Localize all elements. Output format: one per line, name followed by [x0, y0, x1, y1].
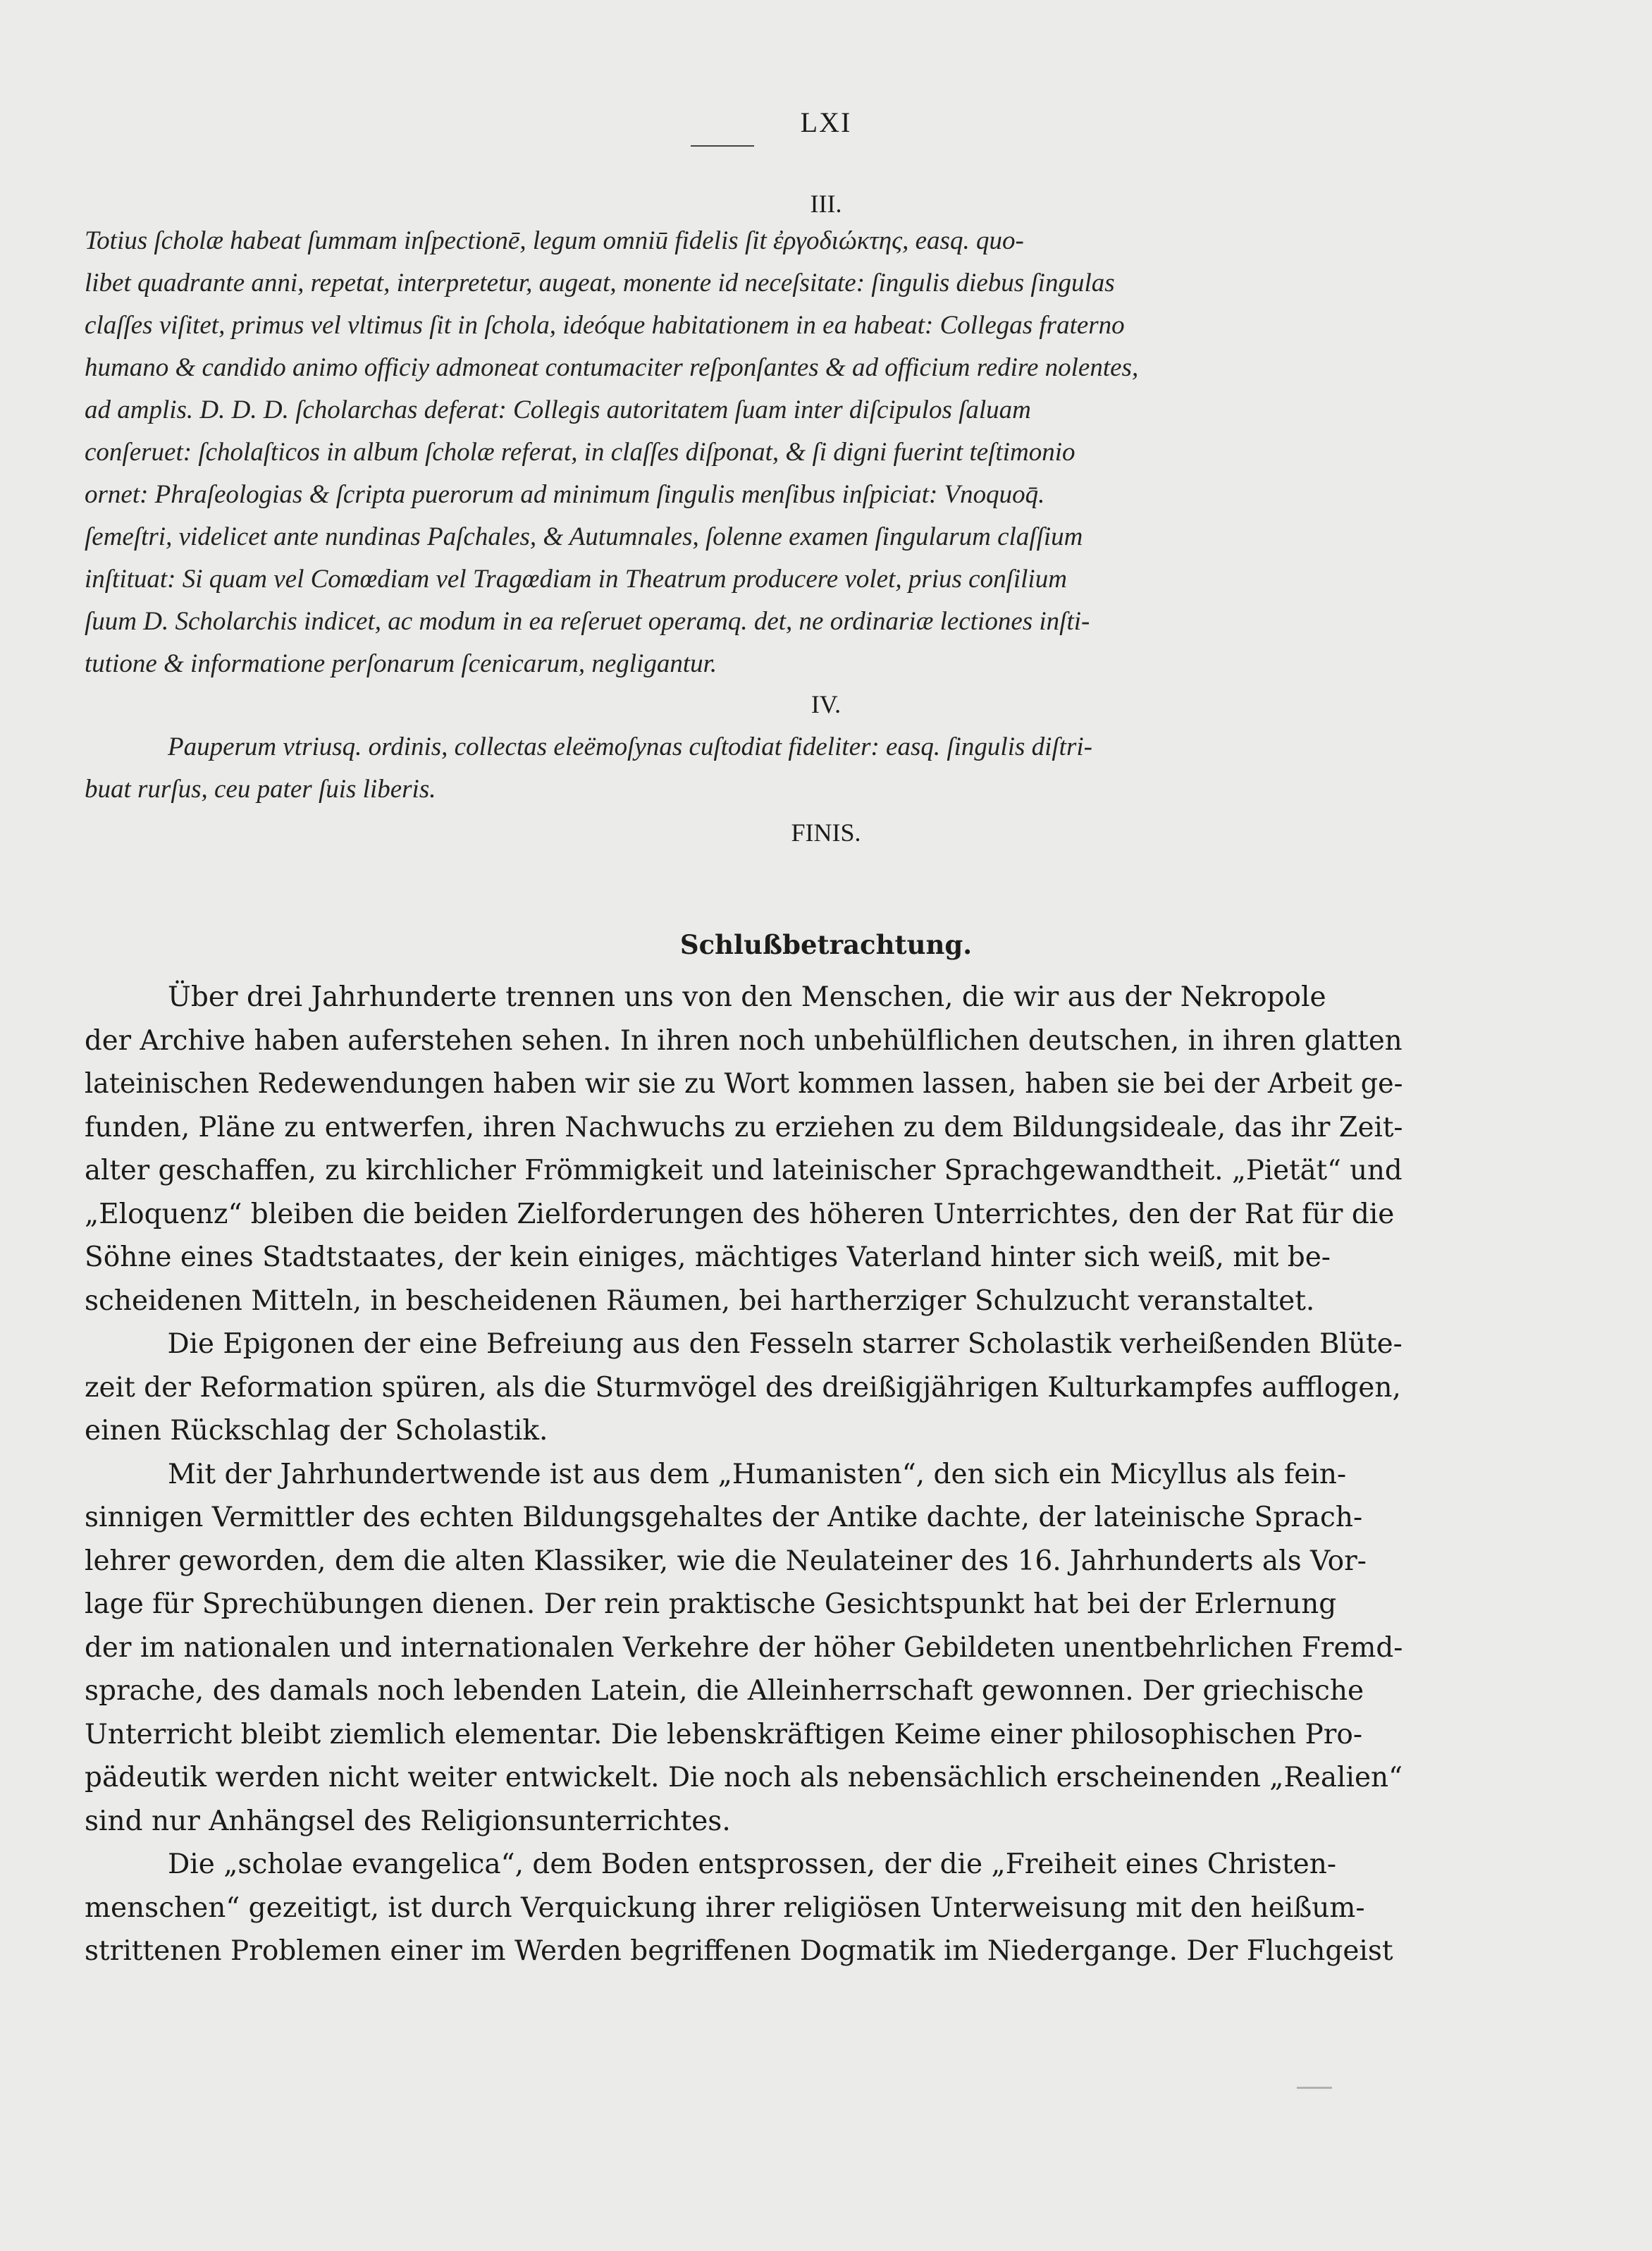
latin-line: inſtituat: Si quam vel Comœdiam vel Tragœdiam in Theatrum producere volet, prius conſilium	[85, 565, 1067, 594]
latin-line: Pauperum vtriusq. ordinis, collectas eleëmoſynas cuſtodiat fideliter: easq. ſingulis diſtri-	[168, 732, 1092, 761]
body-line: Die Epigonen der eine Befreiung aus den Fesseln starrer Scholastik verheißenden Blüte-	[167, 1328, 1403, 1360]
latin-line: claſſes viſitet, primus vel vltimus ſit in ſchola, ideóque habitationem in ea habeat: Collegas fraterno	[85, 311, 1125, 340]
body-line: strittenen Problemen einer im Werden begriffenen Dogmatik im Niedergange. Der Fluchgeist	[85, 1935, 1393, 1967]
finis-label: FINIS.	[791, 818, 861, 847]
body-line: funden, Pläne zu entwerfen, ihren Nachwuchs zu erziehen zu dem Bildungsideale, das ihr Zeit-	[85, 1111, 1403, 1143]
page-number-rule	[691, 145, 754, 147]
body-line: sprache, des damals noch lebenden Latein, die Alleinherrschaft gewonnen. Der griechische	[85, 1675, 1364, 1707]
body-line: menschen“ gezeitigt, ist durch Verquickung ihrer religiösen Unterweisung mit den heißum-	[85, 1891, 1365, 1924]
body-line: lehrer geworden, dem die alten Klassiker, wie die Neulateiner des 16. Jahrhunderts als Vor-	[85, 1545, 1367, 1577]
latin-line: humano & candido animo officiy admoneat contumaciter reſponſantes & ad officium redire nolentes,	[85, 353, 1139, 382]
body-line: Söhne eines Stadtstaates, der kein einiges, mächtiges Vaterland hinter sich weiß, mit be-	[85, 1241, 1331, 1273]
body-line: alter geschaffen, zu kirchlicher Frömmigkeit und lateinischer Sprachgewandtheit. „Pietät“ und	[85, 1155, 1403, 1186]
latin-section-iv	[85, 726, 1392, 811]
german-body	[85, 976, 1403, 1973]
body-line: „Eloquenz“ bleiben die beiden Zielforderungen des höheren Unterrichtes, den der Rat für die	[85, 1198, 1395, 1230]
latin-line: tutione & informatione perſonarum ſcenicarum, negligantur.	[85, 649, 717, 678]
ink-mark	[1297, 2087, 1332, 2089]
body-line: Unterricht bleibt ziemlich elementar. Die lebenskräftigen Keime einer philosophischen Pro-	[85, 1718, 1363, 1750]
section-label-iv: IV.	[810, 690, 842, 718]
body-line: einen Rückschlag der Scholastik.	[85, 1415, 548, 1447]
latin-line: ornet: Phraſeologias & ſcripta puerorum ad minimum ſingulis menſibus inſpiciat: Vnoquoq̄.	[85, 480, 1045, 509]
latin-line: ſuum D. Scholarchis indicet, ac modum in ea reſeruet operamq. det, ne ordinariæ lectiones inſti-	[85, 607, 1090, 636]
body-line: der Archive haben auferstehen sehen. In ihren noch unbehülflichen deutschen, in ihren glatten	[85, 1024, 1403, 1057]
latin-line: ad amplis. D. D. D. ſcholarchas deferat: Collegis autoritatem ſuam inter diſcipulos ſaluam	[85, 395, 1031, 424]
body-line: lage für Sprechübungen dienen. Der rein praktische Gesichtspunkt hat bei der Erlernung	[85, 1588, 1337, 1620]
body-line: zeit der Reformation spüren, als die Sturmvögel des dreißigjährigen Kulturkampfes aufflogen,	[85, 1371, 1401, 1404]
latin-section-iii	[85, 220, 1392, 685]
body-line: Die „scholae evangelica“, dem Boden entsprossen, der die „Freiheit eines Christen-	[168, 1848, 1336, 1880]
body-line: Mit der Jahrhundertwende ist aus dem „Humanisten“, den sich ein Micyllus als fein-	[168, 1458, 1347, 1490]
latin-line: buat rurſus, ceu pater ſuis liberis.	[85, 775, 436, 804]
body-line: der im nationalen und internationalen Verkehre der höher Gebildeten unentbehrlichen Fremd-	[85, 1631, 1403, 1664]
section-heading: Schlußbetrachtung.	[679, 929, 973, 960]
body-line: scheidenen Mitteln, in bescheidenen Räumen, bei hartherziger Schulzucht veranstaltet.	[85, 1284, 1315, 1317]
body-line: sinnigen Vermittler des echten Bildungsgehaltes der Antike dachte, der lateinische Sprach-	[85, 1502, 1363, 1533]
latin-line: conſeruet: ſcholaſticos in album ſcholæ referat, in claſſes diſponat, & ſi digni fuerint teſtimonio	[85, 438, 1075, 467]
section-label-iii: III.	[810, 190, 842, 218]
page-number: LXI	[800, 106, 852, 138]
body-line: pädeutik werden nicht weiter entwickelt. Die noch als nebensächlich erscheinenden „Realien“	[85, 1762, 1403, 1793]
latin-line: libet quadrante anni, repetat, interpretetur, augeat, monente id neceſsitate: ſingulis diebus ſingulas	[85, 269, 1115, 298]
body-line: sind nur Anhängsel des Religionsunterrichtes.	[85, 1805, 731, 1837]
body-line: lateinischen Redewendungen haben wir sie zu Wort kommen lassen, haben sie bei der Arbeit ge-	[85, 1068, 1403, 1100]
latin-line: ſemeſtri, videlicet ante nundinas Paſchales, & Autumnales, ſolenne examen ſingularum claſſium	[85, 522, 1083, 551]
latin-line: Totius ſcholæ habeat ſummam inſpectionē, legum omniū fidelis ſit ἐργοδιώκτης, easq. quo-	[85, 226, 1024, 255]
body-line: Über drei Jahrhunderte trennen uns von den Menschen, die wir aus der Nekropole	[168, 981, 1326, 1013]
